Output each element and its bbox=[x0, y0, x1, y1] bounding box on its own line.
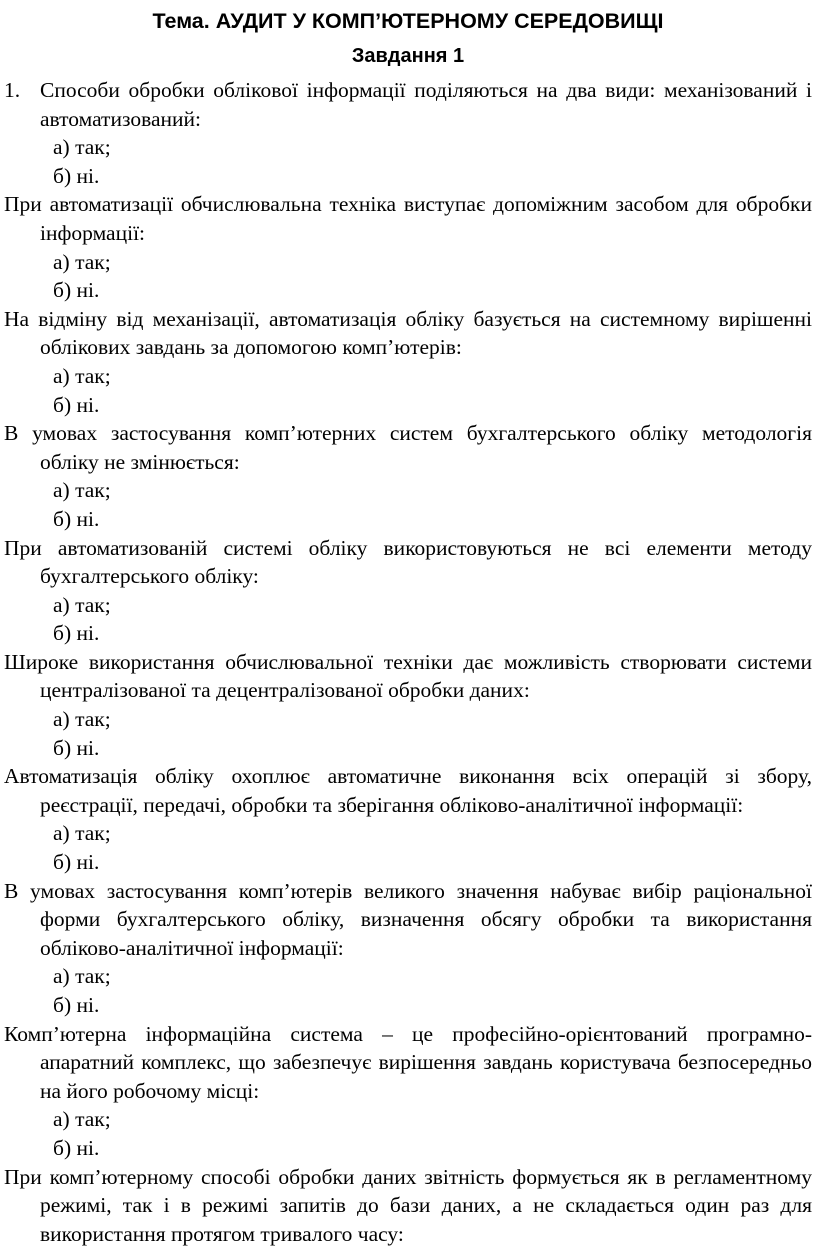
option-b: б) ні. bbox=[53, 621, 100, 646]
option-a: а) так; bbox=[53, 964, 111, 989]
option-a: а) так; bbox=[53, 249, 111, 274]
question-text: При комп’ютерному способі обробки даних звітність формується як в регламентному режимі, так і в режимі запитів до бази даних, а не складається один раз для використання протягом тривалого часу: bbox=[4, 1164, 812, 1246]
question-7 bbox=[4, 762, 812, 876]
document-title: Тема. АУДИТ У КОМП’ЮТЕРНОМУ СЕРЕДОВИЩІ bbox=[152, 9, 664, 33]
option-a: а) так; bbox=[53, 363, 111, 388]
question-text: При автоматизованій системі обліку використовуються не всі елементи методу бухгалтерського обліку: bbox=[4, 535, 812, 589]
question-text: Комп’ютерна інформаційна система – це професійно-орієнтований програмно-апаратний комплекс, що забезпечує вирішення завдань користувача безпосередньо на його робочому місці: bbox=[4, 1021, 812, 1103]
question-text: В умовах застосування комп’ютерних систем бухгалтерського обліку методологія обліку не змінюється: bbox=[4, 421, 812, 474]
question-number: 1. bbox=[4, 78, 21, 102]
option-b: б) ні. bbox=[53, 163, 100, 188]
question-6 bbox=[4, 648, 812, 762]
option-a: а) так; bbox=[53, 135, 111, 160]
question-5 bbox=[4, 534, 812, 648]
question-8 bbox=[4, 877, 812, 1020]
option-b: б) ні. bbox=[53, 850, 100, 875]
question-text: Автоматизація обліку охоплює автоматичне виконання всіх операцій зі збору, реєстрації, передачі, обробки та зберігання обліково-аналітичної інформації: bbox=[4, 764, 812, 817]
option-b: б) ні. bbox=[53, 1135, 100, 1160]
question-text: Способи обробки облікової інформації поділяються на два види: механізований і автоматизований: bbox=[40, 78, 812, 131]
option-a: а) так; bbox=[53, 821, 111, 846]
question-text: На відміну від механізації, автоматизація обліку базується на системному вирішенні облікових завдань за допомогою комп’ютерів: bbox=[4, 306, 812, 360]
task-heading: Завдання 1 bbox=[351, 45, 465, 67]
option-a: а) так; bbox=[53, 592, 111, 617]
option-a: а) так; bbox=[53, 1107, 111, 1132]
option-b: б) ні. bbox=[53, 993, 100, 1017]
option-b: б) ні. bbox=[53, 392, 100, 417]
question-2 bbox=[4, 190, 812, 304]
question-9 bbox=[4, 1020, 812, 1163]
question-text: Широке використання обчислювальної техніки дає можливість створювати системи централізованої та децентралізованої обробки даних: bbox=[4, 649, 812, 703]
question-4 bbox=[4, 419, 812, 533]
option-b: б) ні. bbox=[53, 735, 100, 760]
option-a: а) так; bbox=[53, 478, 111, 503]
option-a: а) так; bbox=[53, 707, 111, 732]
question-text: При автоматизації обчислювальна техніка виступає допоміжним засобом для обробки інформації: bbox=[4, 192, 812, 245]
question-text: В умовах застосування комп’ютерів великого значення набуває вибір раціональної форми бухгалтерського обліку, визначення обсягу обробки та використання обліково-аналітичної інформації: bbox=[4, 878, 812, 960]
question-1 bbox=[4, 76, 812, 190]
option-b: б) ні. bbox=[53, 506, 100, 531]
option-b: б) ні. bbox=[53, 278, 100, 303]
question-3 bbox=[4, 305, 812, 419]
question-10 bbox=[4, 1163, 812, 1249]
